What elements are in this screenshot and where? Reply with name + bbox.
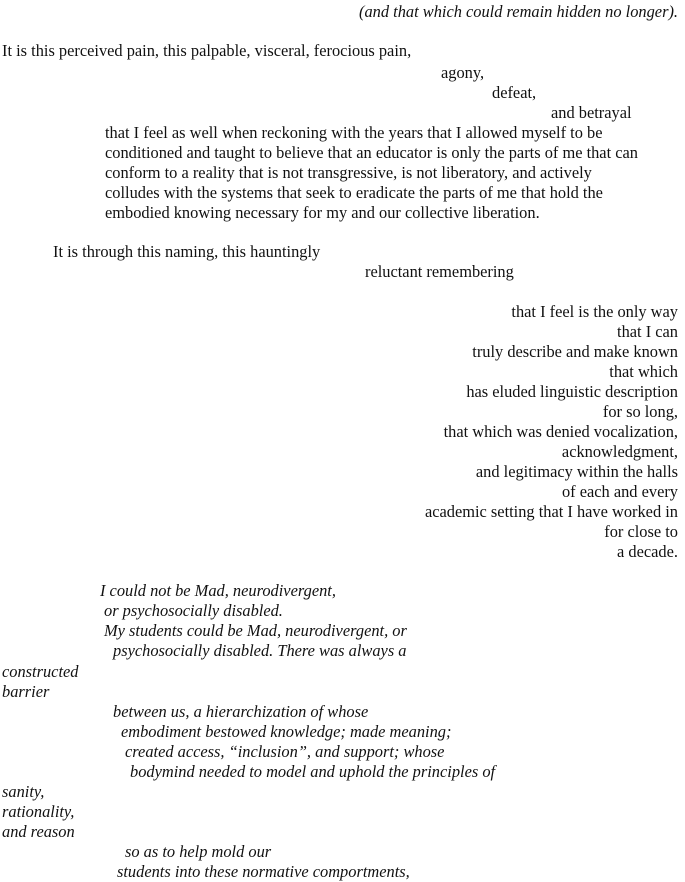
- paragraph1-line: conditioned and taught to believe that an educator is only the parts of me that can: [105, 143, 638, 162]
- italic-block-line: I could not be Mad, neurodivergent,: [100, 581, 336, 600]
- right-block-line: that I feel is the only way: [511, 302, 678, 321]
- right-block-line: for close to: [604, 522, 678, 541]
- italic-block-line: so as to help mold our: [125, 842, 272, 861]
- right-block-line: that I can: [617, 322, 678, 341]
- italic-block-line: created access, “inclusion”, and support; whose: [125, 742, 445, 761]
- stanza1-line3: defeat,: [492, 83, 537, 102]
- right-block-line: of each and every: [561, 482, 678, 501]
- stanza1-line2: agony,: [441, 63, 485, 82]
- italic-block-line: between us, a hierarchization of whose: [113, 702, 369, 721]
- stanza1-line1: It is this perceived pain, this palpable, visceral, ferocious pain,: [2, 41, 412, 60]
- italic-block-line: rationality,: [2, 802, 75, 821]
- right-block-line: academic setting that I have worked in: [424, 502, 678, 521]
- paragraph1-line: conform to a reality that is not transgressive, is not liberatory, and actively: [105, 163, 592, 182]
- italic-block-line: or psychosocially disabled.: [104, 601, 283, 620]
- stanza1-line4: and betrayal: [551, 103, 632, 122]
- stanza2-line1: It is through this naming, this hauntingly: [53, 242, 321, 261]
- paragraph1-line: that I feel as well when reckoning with the years that I allowed myself to be: [105, 123, 603, 142]
- paragraph1-line: embodied knowing necessary for my and our collective liberation.: [105, 203, 540, 222]
- italic-block-line: embodiment bestowed knowledge; made meaning;: [121, 722, 452, 741]
- italic-block-line: My students could be Mad, neurodivergent, or: [104, 621, 407, 640]
- italic-block-line: barrier: [2, 682, 50, 701]
- right-block-line: for so long,: [602, 402, 678, 421]
- paragraph1-line: colludes with the systems that seek to eradicate the parts of me that hold the: [105, 183, 603, 202]
- closing-parenthetical: (and that which could remain hidden no longer).: [359, 2, 678, 21]
- right-block-line: that which was denied vocalization,: [443, 422, 678, 441]
- right-block-line: has eluded linguistic description: [466, 382, 678, 401]
- right-block-line: acknowledgment,: [561, 442, 678, 461]
- italic-block-line: students into these normative comportments,: [117, 862, 410, 881]
- right-block-line: that which: [609, 362, 678, 381]
- italic-block-line: psychosocially disabled. There was always a: [113, 641, 407, 660]
- italic-block-line: and reason: [2, 822, 75, 841]
- right-block-line: and legitimacy within the halls: [475, 462, 678, 481]
- italic-block-line: sanity,: [2, 782, 45, 801]
- right-block-line: a decade.: [617, 542, 678, 561]
- stanza2-line2: reluctant remembering: [365, 262, 514, 281]
- italic-block-line: bodymind needed to model and uphold the principles of: [130, 762, 496, 781]
- italic-block-line: constructed: [2, 662, 79, 681]
- right-block-line: truly describe and make known: [472, 342, 678, 361]
